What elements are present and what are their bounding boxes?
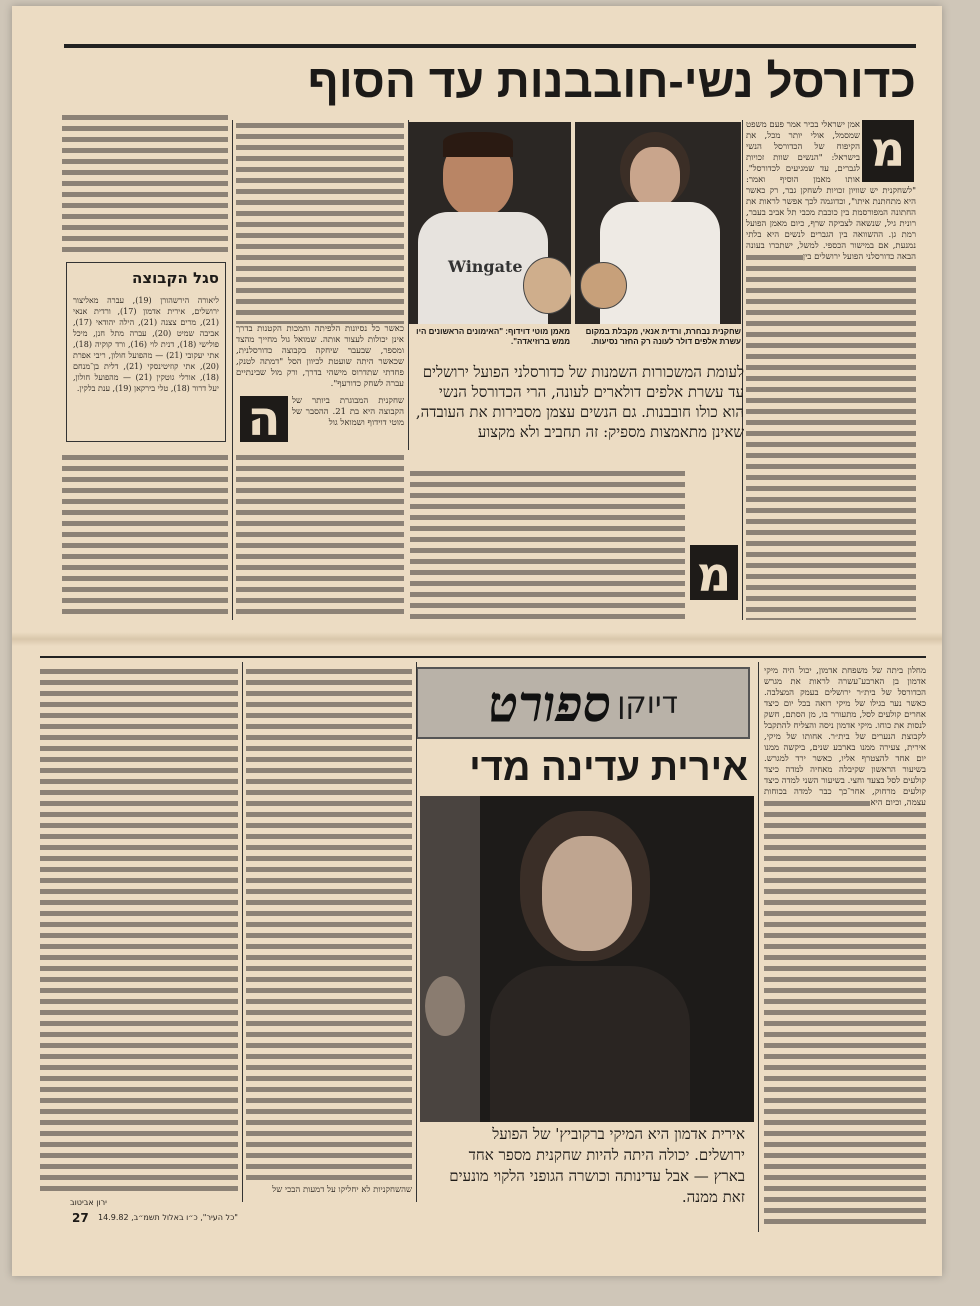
subheading: לעומת המשכורות השמנות של כדורסלני הפועל ירושלים עד עשרת אלפים דולארים לעונה, הרי הכדורסל הנשי הוא כולו חובבנות. גם הנשים עצמן מסבירות את העובדה, שאינן מתאמצות מספיק: זה תחביב ולא מקצוע xyxy=(415,363,744,441)
squad-box-title: סגל הקבוצה xyxy=(132,269,219,287)
page-number: 27 xyxy=(72,1211,89,1225)
squad-list: ליאורה הירשהורן (19), עברה מאליצור ירושלים, אירית אדמון (17), ורדית אנאי (21), מרים צצנה (21), הילה יהודאי (17), אביבה שמיט (20), עברה מתל חנן, מיכל פולישי (18), דנית לוי (16), ורד קוקיה (18), אתי יעקובי (21) — מהפועל חולון, ריבי אפרת (20), אתי קוזיטינסקי (21), דלית בן־מנחם (18), אורלי גוטקין (21) — מהפועל חולון, יעל דרור (18), טלי בירקאן (19), ענת בלקין. xyxy=(73,296,220,393)
column-divider xyxy=(758,662,759,1232)
bottom-left-column xyxy=(40,666,238,1194)
photo-coach-moti xyxy=(408,122,571,324)
column-text-2: שחקנית המבוגרת ביותר של הקבוצה היא בת 21. ההסבר של מוטי דוידוף ושמואל גול xyxy=(292,396,404,446)
top-rule xyxy=(64,44,916,48)
page-fold xyxy=(12,632,942,646)
publication-line: "כל העיר", כ״ו באלול תשמ״ב, 14.9.82 xyxy=(98,1213,238,1222)
bottom-right-column xyxy=(764,666,926,1226)
column-end-text: שהשחקניות לא יחליקו על דמעות הבכי של xyxy=(246,1185,412,1196)
section-logo-dyokan-sport xyxy=(416,667,750,739)
bottom-rule xyxy=(40,656,926,658)
top-headline: כדורסל נשי-חובבנות עד הסוף xyxy=(307,55,916,107)
shirt-logo: Wingate xyxy=(448,257,523,276)
logo-prefix: דיוקן xyxy=(617,685,678,721)
caption-vardit: שחקנית נבחרת, ורדית אנאי, מקבלת במקום עשרת אלפים דולר לעונה רק החזר נסיעות. xyxy=(585,327,741,346)
squad-box xyxy=(66,262,226,442)
bottom-headline: אירית עדינה מדי xyxy=(469,747,748,789)
drop-letter: מ xyxy=(862,120,914,182)
photo-player-vardit xyxy=(575,122,741,324)
caption-coach: מאמן מוטי דוידוף: "האימונים הראשונים היו ממש ברוזיאדה". xyxy=(416,327,570,346)
photo-caption: אירית אדמון היא המיקי ברקוביץ' של הפועל ירושלים. יכולה היתה להיות שחקנית מספר אחד בארץ — אבל עדינותה וכושרה הגופני הלקוי מונעים זאת ממנה. xyxy=(449,1125,745,1206)
top-right-column xyxy=(746,120,916,620)
column-text: כאשר כל נסיונות הלפיתה והמכות הקטנות בדרך אינן יכולות לעצור אותה. שמואל גול מחייך מהצד ומספר, שבעבר שיחקה בקבוצה כדורסלנית, שכאשר היתה שועטת לכיוון הסל "דמתה לטנק, פחדתי שתדרוס מישהי בדרך, ורק מול שבינתיים עברה לשחק כדורעף". xyxy=(236,324,404,389)
drop-letter: ה xyxy=(240,396,288,442)
column-divider xyxy=(242,662,243,1202)
column-divider xyxy=(416,662,417,1202)
author-byline: ירון אביטוב xyxy=(70,1198,107,1207)
far-left-column-lower xyxy=(62,452,228,620)
logo-script: ספורט xyxy=(488,673,612,733)
column-text-filler xyxy=(236,452,404,620)
middle-column-text xyxy=(410,468,685,620)
column-divider xyxy=(408,120,409,450)
column-divider xyxy=(232,120,233,620)
far-left-column xyxy=(62,112,228,258)
column-text: מחלון ביתה של משפחת אדמון, יכול היה מיקי אדמון בן הארבע־עשרה לראות את מגרש הכדורסל של בית״ר ירושלים בעמק המצלבה. כאשר נער בגילו של מיקי רואה בכל יום כיצד אחרים קולעים לסל, מתעורר בו, מן הסתם, חשק לנסות את כוחו. מיקי אדמון ניסה והצליח להתקבל לקבוצת הנערים של בית״ר. אחותו של מיקי, אירית, צעירה ממנו בארבע שנים, ביקשה ממנו יום אחד להצטרף אליו, כאשר ירד למגרש. בשיעור הראשון שקיבלה מאחיה למדה כיצד קולעים לסל בצעד וחצי. בשיעור השני למדה כיצד קולעים מרחוק, אחר־כך כבר למדה בכוחות עצמה, וכיום היא xyxy=(764,666,926,808)
photo-irit-admon xyxy=(420,796,754,1122)
drop-letter: מ xyxy=(690,545,738,600)
bottom-middle-column xyxy=(246,666,412,1196)
top-left-text-column xyxy=(236,120,404,390)
intro-text: אמן ישראלי בכיר אמר פעם משפט שמסמל, אולי יותר מכל, את הקיפוח של הכדורסל הנשי בישראל: "הנשים שוות זכויות לגברים, עד שמגיעים לכדורסל". אותו מאמן הוסיף ואמר: "לשחקנית יש שוויון זכויות לשחקן גבר, רק כאשר היא מתחתנת איתו", וכדוגמה לכך אפשר לראות את החתונה המפורסמת בין כוכבת מכבי תל אביב בעבר, רונית גיל, שנשאה לצביקה שרף, כיום מאמן הפועל רמת גן. ההשוואה בין הגברים לנשים היא בלתי נמנעת, אם במישור הכספי. למשל, ישתכרו בעונה הבאה כדורסלני הפועל ירושלים בין xyxy=(746,120,916,262)
